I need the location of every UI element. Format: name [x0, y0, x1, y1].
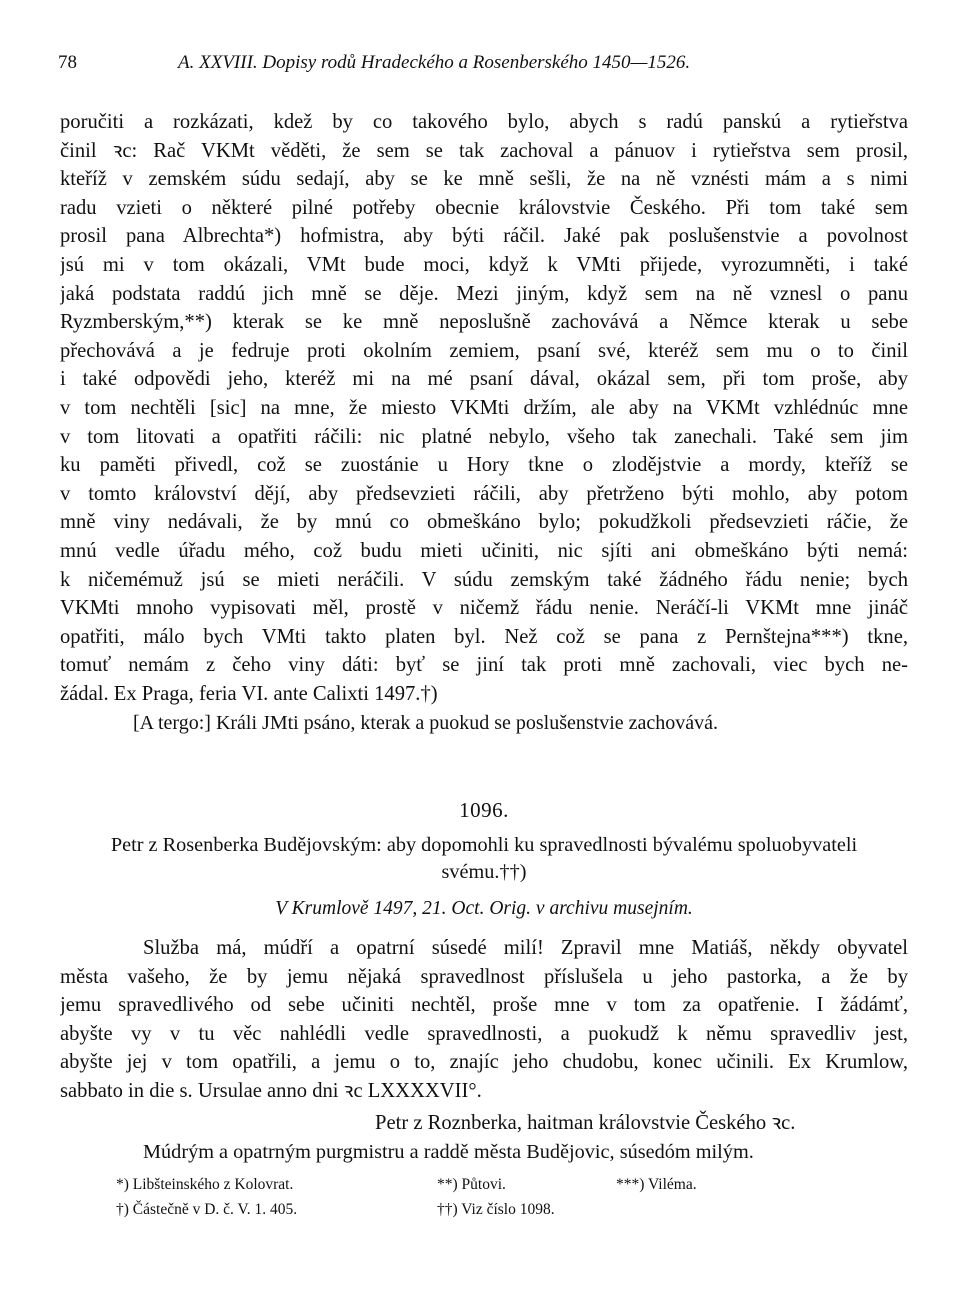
book-page	[60, 40, 908, 1166]
footnote-row	[116, 1197, 816, 1222]
letter-text	[60, 934, 908, 1106]
text-line: Služba má, múdří a opatrní súsedé milí! Zpravil mne Matiáš, někdy obyvatel	[143, 937, 908, 960]
text-line: k ničemémuž jsú se mieti neráčili. V súdu zemským také žádného řádu nenie; bych	[60, 568, 908, 591]
footnote: *) Libšteinského z Kolovrat.	[116, 1176, 294, 1193]
text-line: jaká podstata raddú jich mně se děje. Mezi jiným, když sem na ně vznesl o panu	[60, 282, 908, 305]
footnote: **) Půtovi.	[437, 1176, 506, 1193]
text-line: VKMti mnoho vypisovati měl, prostě v ničemž řádu nenie. Neráčí-li VKMt mne jináč	[60, 597, 908, 620]
running-head: A. XXVIII. Dopisy rodů Hradeckého a Rosenberského 1450—1526.	[178, 52, 691, 73]
text-line: města vašeho, že by jemu nějaká spravedlnost příslušela u jeho pastorka, a že by	[60, 965, 908, 988]
letter-dating: V Krumlově 1497, 21. Oct. Orig. v archivu musejním.	[275, 898, 693, 920]
text-line: v tomto království dějí, aby předsevzieti ráčili, aby přetrženo býti mohlo, aby potom	[60, 482, 908, 505]
text-line: opatřiti, málo bych VMti takto platen byl. Než což se pana z Pernštejna***) tkne,	[60, 625, 908, 648]
text-line: prosil pana Albrechta*) hofmistra, aby býti ráčil. Jaké pak poslušenstvie a povolnost	[60, 225, 908, 248]
text-line: abyšte vy v tu věc nahlédli vedle spravedlnosti, a puokudž k němu spravedliv jest,	[60, 1022, 908, 1045]
footnote: ***) Viléma.	[616, 1176, 697, 1193]
footnote-row	[116, 1172, 816, 1197]
letter-signature: Petr z Roznberka, haitman královstvie Českého ꝛc.	[375, 1111, 796, 1134]
text-line: abyšte jej v tom opatřili, a jemu o to, znajíc jeho chudobu, konec učinili. Ex Krumlow,	[60, 1051, 908, 1074]
previous-letter-text	[60, 108, 908, 738]
letter-address: Múdrým a opatrným purgmistru a raddě města Budějovic, súsedóm milým.	[143, 1140, 754, 1163]
footnote: †) Částečně v D. č. V. 1. 405.	[116, 1201, 298, 1218]
text-line: Ryzmberským,**) kterak se ke mně neposlušně zachovává a Němce kterak u sebe	[60, 311, 908, 334]
text-line: přechovává a je fedruje proti okolním zemiem, psaní své, kteréž sem mu o to činil	[60, 339, 908, 362]
page-number: 78	[58, 52, 77, 73]
text-line: mnú vedle úřadu mého, což budu mieti učiniti, nic sjíti ani obmeškáno býti nemá:	[60, 539, 908, 562]
page-header	[60, 40, 908, 80]
a-tergo-note: [A tergo:] Králi JMti psáno, kterak a puokud se poslušenstvie zachovává.	[133, 712, 719, 735]
text-line: tomuť nemám z čeho viny dáti: byť se jiní tak proti mně zachovali, viec bych ne-	[60, 654, 908, 677]
text-line: kteříž v zemském súdu sedají, aby se ke mně sešli, že na ně vznésti mám a s nimi	[60, 168, 908, 191]
text-line: ku paměti přivedl, což se zuostánie u Hory tkne o zlodějstvie a mordy, kteříž se	[60, 454, 908, 477]
letter-number: 1096.	[459, 798, 509, 823]
text-line: činil ꝛc: Rač VKMt věděti, že sem se tak zachoval a pánuov i rytieřstva sem prosil,	[60, 139, 908, 162]
text-line: žádal. Ex Praga, feria VI. ante Calixti 1497.†)	[60, 682, 438, 705]
text-line: poručiti a rozkázati, kdež by co takového bylo, abych s radú panskú a rytieřstva	[60, 111, 908, 133]
text-line: radu vzieti o některé pilné potřeby obecnie královstvie Českého. Při tom také sem	[60, 196, 908, 219]
text-line: v tom litovati a opatřiti ráčili: nic platné nebylo, všeho tak zanechali. Také sem jim	[60, 425, 908, 448]
text-line: v tom nechtěli [sic] na mne, že miesto VKMti držím, ale aby na VKMt vzhlédnúc mne	[60, 396, 908, 419]
text-line: mně viny nedávali, že by mnú co obmeškáno bylo; pokudžkoli předsevzieti ráčie, že	[60, 511, 908, 534]
footnote: ††) Viz číslo 1098.	[437, 1201, 555, 1218]
text-line: sabbato in die s. Ursulae anno dni ꝛc LXXXXVII°.	[60, 1080, 482, 1103]
text-line: jsú mi v tom okázali, VMt bude moci, když k VMti přijede, vyrozumněti, i také	[60, 253, 908, 276]
footnotes	[116, 1172, 816, 1222]
letter-regest: Petr z Rosenberka Budějovským: aby dopomohli ku spravedlnosti bývalému spoluobyvateli svému.††)	[110, 834, 858, 884]
text-line: i také odpovědi jeho, kteréž mi na mé psaní dával, okázal sem, při tom proše, aby	[60, 368, 908, 391]
text-line: jemu spravedlivého od sebe učiniti nechtěl, proše mne v tom za opatřenie. I žádámť,	[60, 994, 908, 1017]
